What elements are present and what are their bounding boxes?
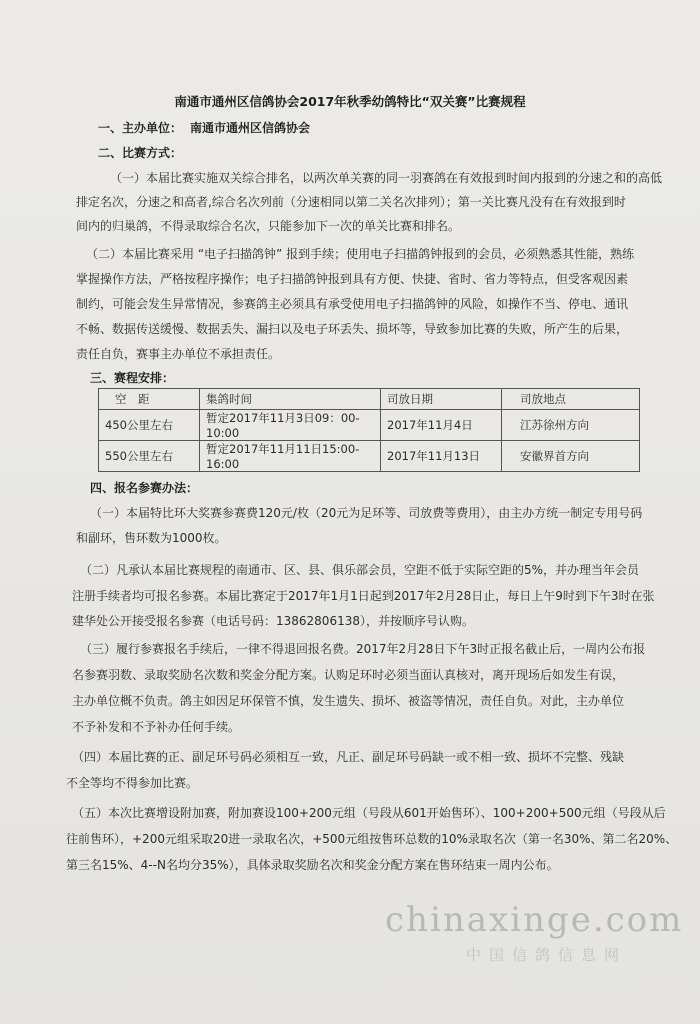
- section4-p1-line1: （一）本届特比环大奖赛参赛费120元/枚（20元为足环等、司放费等费用），由主办方统一制定专用号码: [90, 506, 643, 520]
- table-cell-collection-time: 暂定2017年11月11日15:00-16:00: [200, 441, 381, 472]
- section2-p2-line5: 责任自负，赛事主办单位不承担责任。: [76, 347, 281, 361]
- table-cell-release-date: 2017年11月4日: [381, 410, 502, 441]
- section2-p1-line2: 排定名次，分速之和高者,综合名次列前（分速相同以第二关名次排列）；第一关比赛凡没有在有效报到时: [76, 195, 626, 209]
- table-cell-release-location: 江苏徐州方向: [502, 410, 640, 441]
- table-cell-collection-time: 暂定2017年11月3日09：00-10:00: [200, 410, 381, 441]
- section4-p4-line1: （四）本届比赛的正、副足环号码必须相互一致，凡正、副足环号码缺一或不相一致、损坏不完整、残缺: [72, 750, 625, 764]
- watermark-latin: chinaxinge.com: [385, 900, 684, 940]
- table-row: [99, 441, 640, 472]
- section2-p2-line2: 掌握操作方法，严格按程序操作；电子扫描鸽钟报到具有方便、快捷、省时、省力等特点，但受客观因素: [76, 272, 629, 286]
- section2-p2-line3: 制约，可能会发生异常情况，参赛鸽主必须具有承受使用电子扫描鸽钟的风险，如操作不当、停电、通讯: [76, 297, 629, 311]
- section2-p1-line3: 间内的归巢鸽，不得录取综合名次，只能参加下一次的单关比赛和排名。: [76, 219, 461, 233]
- section4-p2-line1: （二）凡承认本届比赛规程的南通市、区、县、俱乐部会员，空距不低于实际空距的5%，并办理当年会员: [80, 563, 640, 577]
- section4-p5-line2: 往前售环），+200元组采取20进一录取名次，+500元组按售环总数的10%录取名次（第一名30%、第二名20%、: [66, 832, 678, 846]
- section4-p1-line2: 和副环，售环数为1000枚。: [76, 531, 227, 545]
- section4-p5-line3: 第三名15%、4--N名均分35%），具体录取奖励名次和奖金分配方案在售环结束一周内公布。: [66, 858, 559, 872]
- table-header-distance: 空 距: [99, 389, 200, 410]
- section4-p3-line4: 不予补发和不予补办任何手续。: [72, 720, 241, 734]
- schedule-table: [98, 388, 640, 472]
- table-cell-distance: 550公里左右: [99, 441, 200, 472]
- section1-heading: 一、主办单位：: [98, 121, 183, 135]
- section3-heading: 三、赛程安排：: [90, 371, 175, 385]
- section4-p3-line2: 名参赛羽数、录取奖励名次数和奖金分配方案。认购足环时必须当面认真核对，离开现场后如发生有误，: [72, 668, 625, 682]
- table-cell-distance: 450公里左右: [99, 410, 200, 441]
- section4-p3-line1: （三）履行参赛报名手续后，一律不得退回报名费。2017年2月28日下午3时正报名截止后，一周内公布报: [80, 642, 646, 656]
- table-header-release-location: 司放地点: [502, 389, 640, 410]
- section2-p2-line1: （二）本届比赛采用 “电子扫描鸽钟” 报到手续；使用电子扫描鸽钟报到的会员，必须熟悉其性能，熟练: [86, 247, 635, 261]
- section1-value: 南通市通州区信鸽协会: [190, 121, 311, 135]
- section4-p5-line1: （五）本次比赛增设附加赛，附加赛设100+200元组（号段从601开始售环）、100+200+500元组（号段从后: [72, 806, 666, 820]
- section4-p2-line2: 注册手续者均可报名参赛。本届比赛定于2017年1月1日起到2017年2月28日止，每日上午9时到下午3时在张: [72, 589, 655, 603]
- table-header-release-date: 司放日期: [381, 389, 502, 410]
- section4-p3-line3: 主办单位概不负责。鸽主如因足环保管不慎，发生遗失、损坏、被盗等情况，责任自负。对此，主办单位: [72, 694, 625, 708]
- table-cell-release-date: 2017年11月13日: [381, 441, 502, 472]
- section4-p2-line3: 建华处公开接受报名参赛（电话号码：13862806138），并按顺序号认购。: [72, 614, 474, 628]
- section2-p1-line1: （一）本届比赛实施双关综合排名，以两次单关赛的同一羽赛鸽在有效报到时间内报到的分速之和的高低: [110, 171, 663, 185]
- document-title: 南通市通州区信鸽协会2017年秋季幼鸽特比“双关赛”比赛规程: [174, 94, 526, 109]
- section4-heading: 四、报名参赛办法：: [90, 481, 199, 495]
- section2-p2-line4: 不畅、数据传送缓慢、数据丢失、漏扫以及电子环丢失、损坏等，导致参加比赛的失败，所产生的后果，: [76, 322, 629, 336]
- table-header-collection-time: 集鸽时间: [200, 389, 381, 410]
- section4-p4-line2: 不全等均不得参加比赛。: [66, 776, 199, 790]
- section2-heading: 二、比赛方式：: [98, 146, 183, 160]
- table-row: [99, 410, 640, 441]
- table-cell-release-location: 安徽界首方向: [502, 441, 640, 472]
- schedule-header-row: [99, 389, 640, 410]
- watermark-chinese: 中国信鸽信息网: [466, 946, 628, 964]
